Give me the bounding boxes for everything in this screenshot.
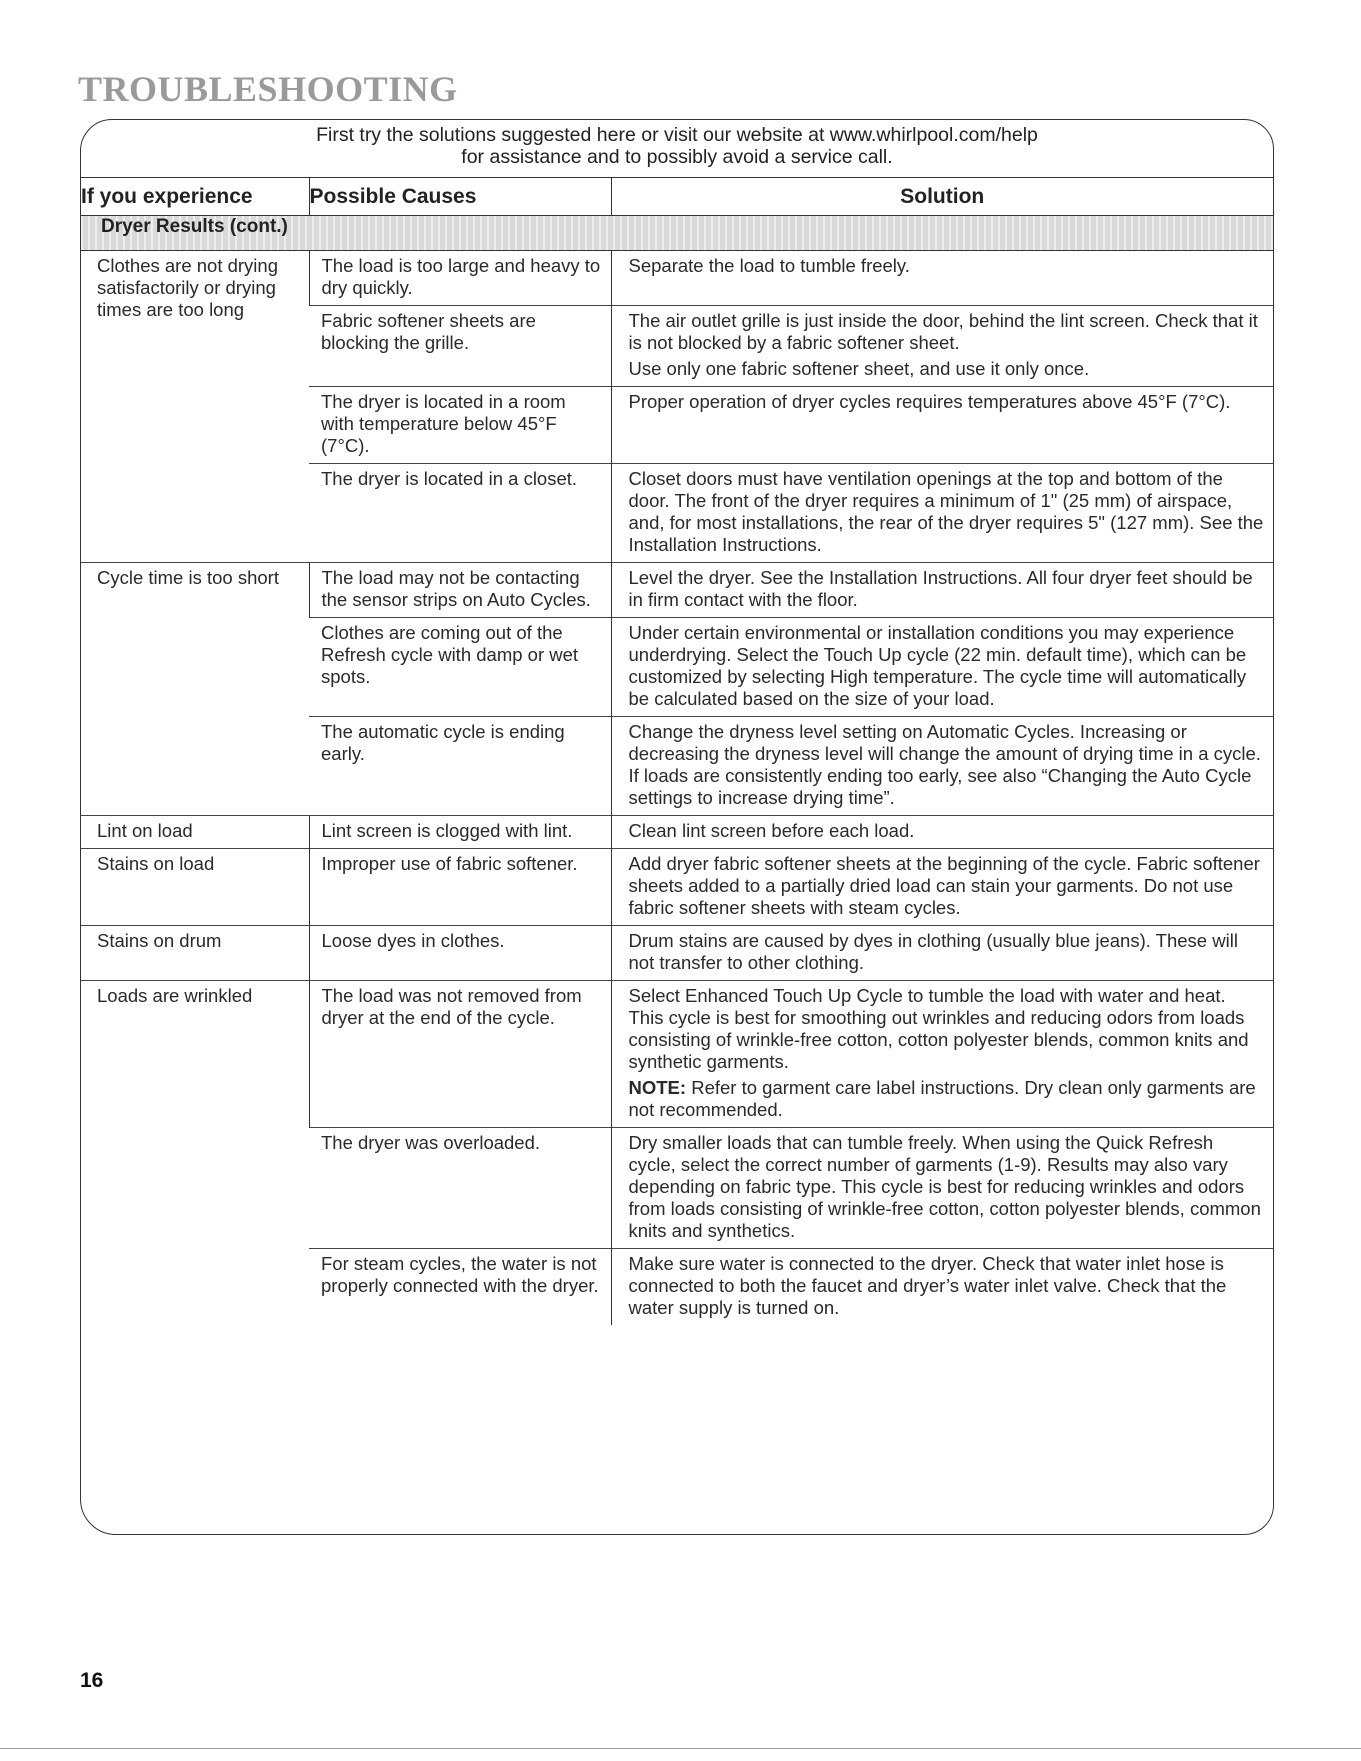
solution-cell bbox=[611, 926, 1273, 981]
solution-text: Clean lint screen before each load. bbox=[628, 820, 915, 841]
solution-text: Level the dryer. See the Installation Instructions. All four dryer feet should be in firm contact with the floor. bbox=[628, 567, 1253, 610]
solution-text: The air outlet grille is just inside the door, behind the lint screen. Check that it is not blocked by a fabric softener sheet. bbox=[628, 310, 1258, 353]
table-row bbox=[81, 849, 1273, 926]
solution-text: Change the dryness level setting on Automatic Cycles. Increasing or decreasing the dryness level will change the amount of drying time in a cycle. If loads are consistently ending too early, see also “Changing the Auto Cycle settings to increase drying time”. bbox=[628, 721, 1261, 808]
solution-text: Closet doors must have ventilation openings at the top and bottom of the door. The front of the dryer requires a minimum of 1" (25 mm) of airspace, and, for most installations, the rear of the dryer requires 5" (127 mm). See the Installation Instructions. bbox=[628, 468, 1264, 555]
table-row bbox=[81, 981, 1273, 1128]
solution-cell bbox=[611, 563, 1273, 618]
page-title: TROUBLESHOOTING bbox=[78, 69, 458, 109]
solution-text: Dry smaller loads that can tumble freely. When using the Quick Refresh cycle, select the correct number of garments (1-9). Results may also vary depending on fabric type. This cycle is best for reducing wrinkles and odors from loads consisting of wrinkle-free cotton, cotton polyester blends, common knits and synthetics. bbox=[628, 1132, 1261, 1241]
solution-cell bbox=[611, 464, 1273, 563]
troubleshooting-table bbox=[81, 177, 1273, 1325]
solution-text: Under certain environmental or installation conditions you may experience underdrying. Select the Touch Up cycle (22 min. default time), which can be customized by selecting High temperature. The cycle time will automatically be calculated based on the size of your load. bbox=[628, 622, 1247, 709]
cause-cell: Improper use of fabric softener. bbox=[309, 849, 611, 926]
cause-cell: Clothes are coming out of the Refresh cycle with damp or wet spots. bbox=[309, 618, 611, 717]
cause-cell: Fabric softener sheets are blocking the grille. bbox=[309, 306, 611, 387]
cause-cell: The dryer is located in a room with temperature below 45°F (7°C). bbox=[309, 387, 611, 464]
cause-cell: The load was not removed from dryer at the end of the cycle. bbox=[309, 981, 611, 1128]
solution-text: Select Enhanced Touch Up Cycle to tumble the load with water and heat. This cycle is best for smoothing out wrinkles and reducing odors from loads consisting of wrinkle-free cotton, cotton polyester blends, common knits and synthetic garments. bbox=[628, 985, 1249, 1072]
cause-cell: The dryer was overloaded. bbox=[309, 1128, 611, 1249]
table-header-row bbox=[81, 178, 1273, 216]
table-row bbox=[81, 251, 1273, 306]
cause-cell: The load is too large and heavy to dry quickly. bbox=[309, 251, 611, 306]
table-row bbox=[81, 563, 1273, 618]
cause-cell: The dryer is located in a closet. bbox=[309, 464, 611, 563]
solution-text: Proper operation of dryer cycles requires temperatures above 45°F (7°C). bbox=[628, 391, 1231, 412]
solution-cell bbox=[611, 816, 1273, 849]
header-possible-causes: Possible Causes bbox=[309, 178, 611, 216]
table-row bbox=[81, 926, 1273, 981]
intro-line: for assistance and to possibly avoid a service call. bbox=[461, 146, 893, 168]
solution-cell bbox=[611, 1249, 1273, 1326]
solution-cell bbox=[611, 306, 1273, 387]
note-paragraph bbox=[629, 1077, 1266, 1121]
solution-text: Use only one fabric softener sheet, and use it only once. bbox=[628, 358, 1090, 379]
solution-cell bbox=[611, 251, 1273, 306]
solution-cell bbox=[611, 717, 1273, 816]
solution-cell bbox=[611, 387, 1273, 464]
note-text: Refer to garment care label instructions. Dry clean only garments are not recommended. bbox=[628, 1077, 1256, 1120]
section-row bbox=[81, 216, 1273, 251]
solution-cell bbox=[611, 618, 1273, 717]
page-number: 16 bbox=[80, 1669, 104, 1692]
note-label: NOTE: bbox=[628, 1077, 687, 1098]
header-solution: Solution bbox=[611, 178, 1273, 216]
solution-cell bbox=[611, 981, 1273, 1128]
header-if-you-experience: If you experience bbox=[81, 178, 309, 216]
solution-text: Add dryer fabric softener sheets at the beginning of the cycle. Fabric softener sheets added to a partially dried load can stain your garments. Do not use fabric softener sheets with steam cycles. bbox=[628, 853, 1260, 918]
solution-text: Make sure water is connected to the dryer. Check that water inlet hose is connected to both the faucet and dryer’s water inlet valve. Check that the water supply is turned on. bbox=[628, 1253, 1227, 1318]
cause-cell: The automatic cycle is ending early. bbox=[309, 717, 611, 816]
cause-cell: Lint screen is clogged with lint. bbox=[309, 816, 611, 849]
cause-cell: Loose dyes in clothes. bbox=[309, 926, 611, 981]
cause-cell: For steam cycles, the water is not properly connected with the dryer. bbox=[309, 1249, 611, 1326]
solution-cell bbox=[611, 849, 1273, 926]
solution-cell bbox=[611, 1128, 1273, 1249]
symptom-cell: Loads are wrinkled bbox=[81, 981, 309, 1326]
section-label: Dryer Results (cont.) bbox=[81, 216, 1273, 251]
symptom-cell: Clothes are not drying satisfactorily or drying times are too long bbox=[81, 251, 309, 563]
table-row bbox=[81, 816, 1273, 849]
bottom-rule bbox=[0, 1748, 1361, 1749]
solution-text: Separate the load to tumble freely. bbox=[628, 255, 910, 276]
solution-text: Drum stains are caused by dyes in clothing (usually blue jeans). These will not transfer to other clothing. bbox=[628, 930, 1238, 973]
symptom-cell: Lint on load bbox=[81, 816, 309, 849]
intro-text bbox=[84, 124, 1270, 168]
symptom-cell: Stains on load bbox=[81, 849, 309, 926]
intro-line: First try the solutions suggested here or visit our website at www.whirlpool.com/help bbox=[316, 124, 1038, 146]
cause-cell: The load may not be contacting the sensor strips on Auto Cycles. bbox=[309, 563, 611, 618]
symptom-cell: Cycle time is too short bbox=[81, 563, 309, 816]
symptom-cell: Stains on drum bbox=[81, 926, 309, 981]
